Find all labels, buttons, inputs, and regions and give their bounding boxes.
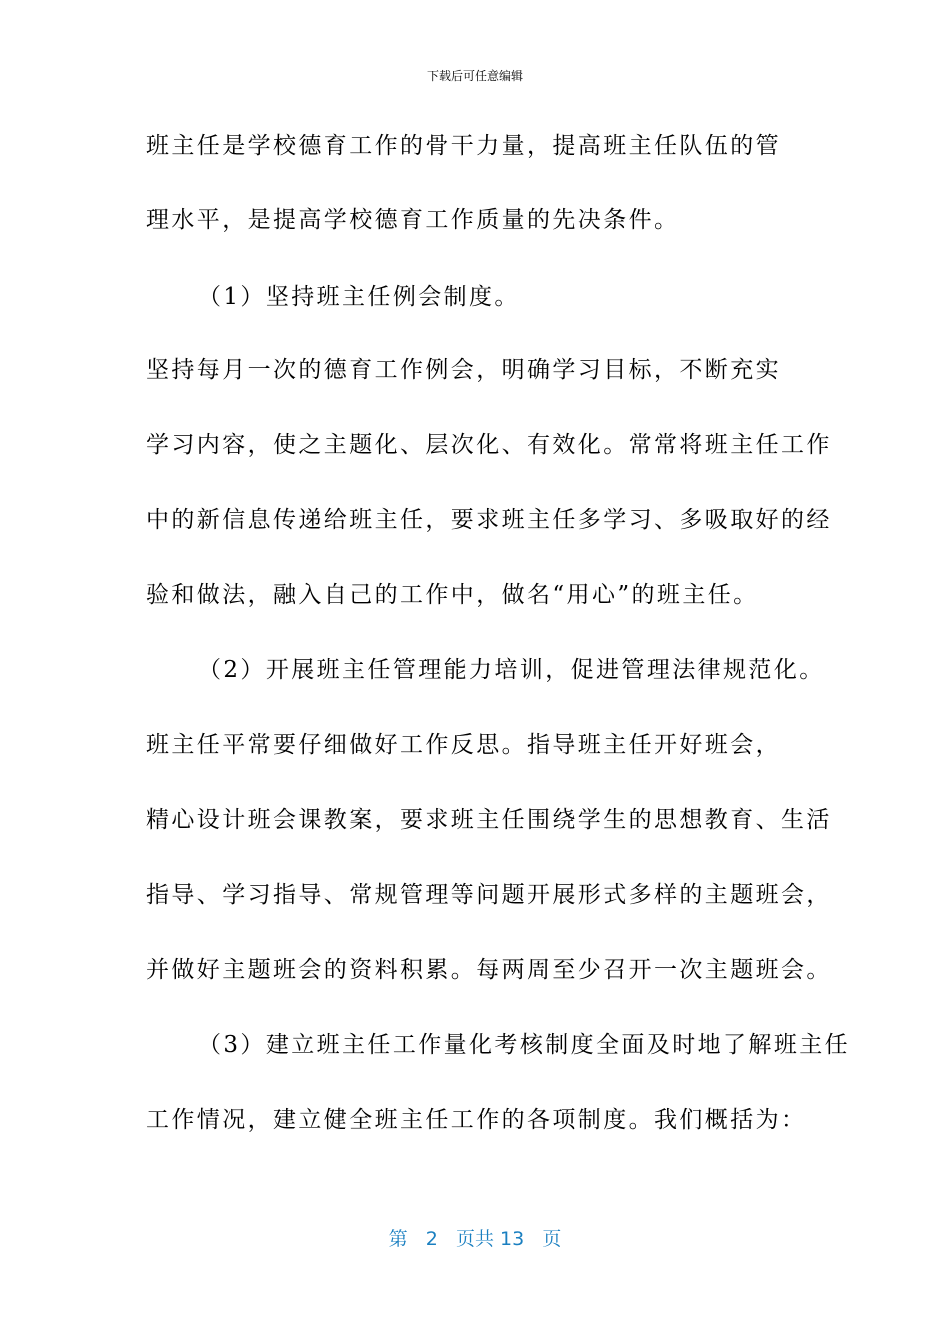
paragraph-line: 指导、学习指导、常规管理等问题开展形式多样的主题班会， (146, 882, 832, 908)
footer-page-suffix: 页 (542, 1228, 562, 1250)
footer-page-prefix: 第 (388, 1228, 408, 1250)
paragraph-line: 学习内容，使之主题化、层次化、有效化。常常将班主任工作 (146, 432, 832, 458)
footer-current-page: 2 (425, 1228, 438, 1250)
paragraph-line: 中的新信息传递给班主任，要求班主任多学习、多吸取好的经 (146, 507, 832, 533)
paragraph-line: 坚持每月一次的德育工作例会，明确学习目标，不断充实 (146, 357, 781, 383)
paragraph-line: 班主任是学校德育工作的骨干力量，提高班主任队伍的管 (146, 133, 781, 159)
paragraph-line: 并做好主题班会的资料积累。每两周至少召开一次主题班会。 (146, 957, 832, 983)
paragraph-line: 工作情况，建立健全班主任工作的各项制度。我们概括为： (146, 1107, 807, 1133)
page-footer (0, 1226, 950, 1252)
header-note: 下载后可任意编辑 (426, 69, 523, 83)
paragraph-line: 理水平，是提高学校德育工作质量的先决条件。 (146, 207, 680, 233)
paragraph-line: 精心设计班会课教案，要求班主任围绕学生的思想教育、生活 (146, 807, 832, 833)
paragraph-line: 验和做法，融入自己的工作中，做名“用心”的班主任。 (146, 582, 759, 608)
section-heading-2: （2）开展班主任管理能力培训，促进管理法律规范化。 (198, 657, 825, 683)
section-heading-1: （1）坚持班主任例会制度。 (198, 284, 520, 310)
section-heading-3: （3）建立班主任工作量化考核制度全面及时地了解班主任 (198, 1032, 851, 1058)
footer-page-middle: 页共 (455, 1228, 494, 1250)
footer-total-pages: 13 (500, 1228, 525, 1250)
paragraph-line: 班主任平常要仔细做好工作反思。指导班主任开好班会， (146, 732, 781, 758)
